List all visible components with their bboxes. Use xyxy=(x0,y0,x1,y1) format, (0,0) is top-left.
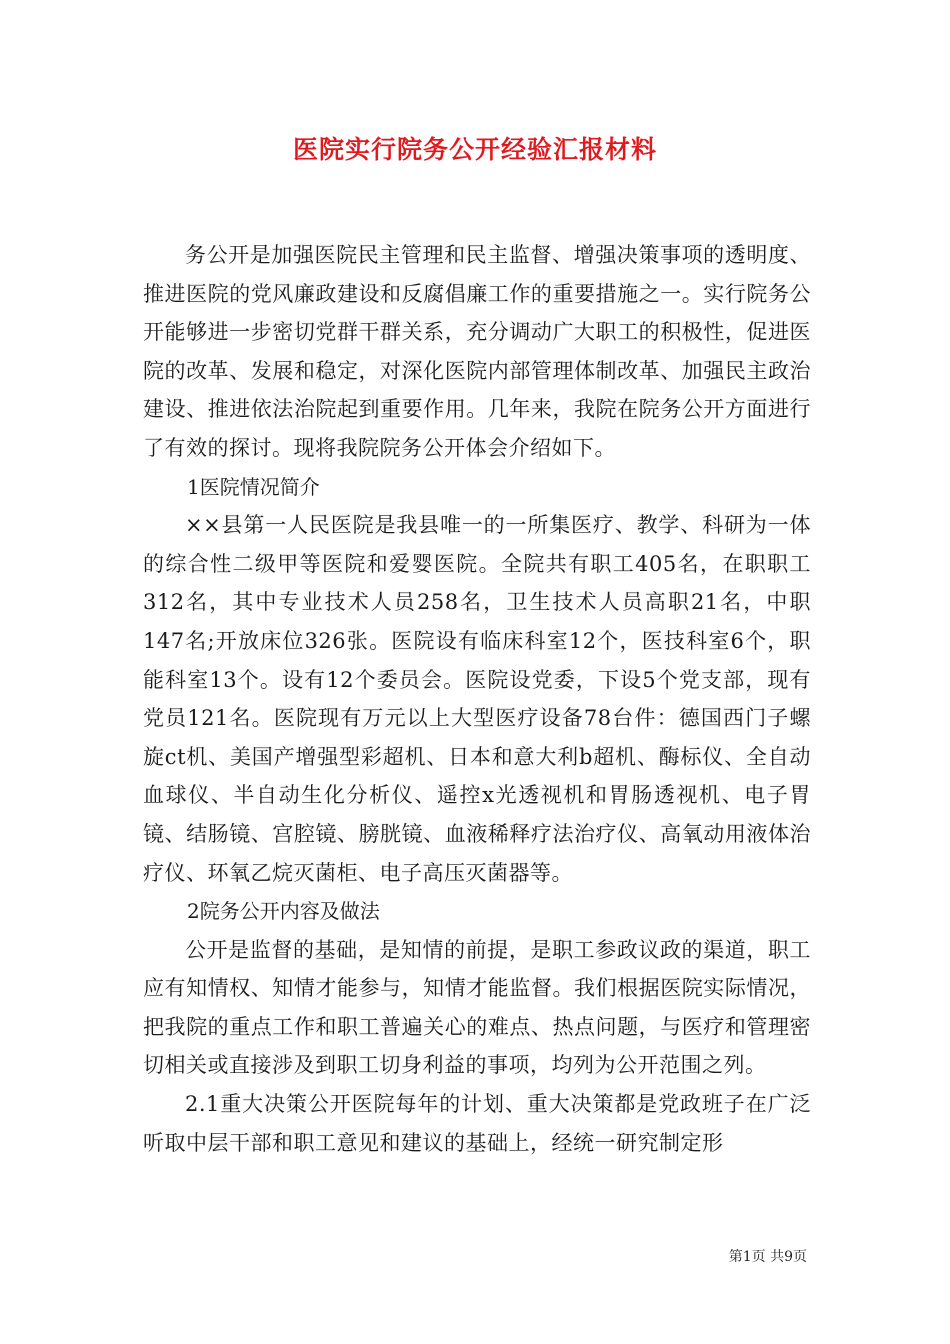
section-heading-1: 1医院情况简介 xyxy=(187,474,320,499)
paragraph-major-decisions: 2.1重大决策公开医院每年的计划、重大决策都是党政班子在广泛听取中层干部和职工意见和建议的基础上，经统一研究制定形 xyxy=(143,1092,811,1155)
section-heading-2: 2院务公开内容及做法 xyxy=(187,899,380,924)
document-body xyxy=(143,236,811,1162)
page-number: 第1页 共9页 xyxy=(728,1249,807,1265)
paragraph-disclosure-content: 公开是监督的基础，是知情的前提，是职工参政议政的渠道，职工应有知情权、知情才能参与，知情才能监督。我们根据医院实际情况，把我院的重点工作和职工普遍关心的难点、热点问题，与医疗和管理密切相关或直接涉及到职工切身利益的事项，均列为公开范围之列。 xyxy=(143,937,811,1078)
paragraph-hospital-overview: ××县第一人民医院是我县唯一的一所集医疗、教学、科研为一体的综合性二级甲等医院和爱婴医院。全院共有职工405名，在职职工312名，其中专业技术人员258名，卫生技术人员高职21名，中职147名;开放床位326张。医院设有临床科室12个，医技科室6个，职能科室13个。设有12个委员会。医院设党委，下设5个党支部，现有党员121名。医院现有万元以上大型医疗设备78台件：德国西门子螺旋ct机、美国产增强型彩超机、日本和意大利b超机、酶标仪、全自动血球仪、半自动生化分析仪、遥控x光透视机和胃肠透视机、电子胃镜、结肠镜、宫腔镜、膀胱镜、血液稀释疗法治疗仪、高氧动用液体治疗仪、环氧乙烷灭菌柜、电子高压灭菌器等。 xyxy=(143,513,811,885)
document-title: 医院实行院务公开经验汇报材料 xyxy=(292,135,657,164)
paragraph-intro: 务公开是加强医院民主管理和民主监督、增强决策事项的透明度、推进医院的党风廉政建设和反腐倡廉工作的重要措施之一。实行院务公开能够进一步密切党群干群关系，充分调动广大职工的积极性，促进医院的改革、发展和稳定，对深化医院内部管理体制改革、加强民主政治建设、推进依法治院起到重要作用。几年来，我院在院务公开方面进行了有效的探讨。现将我院院务公开体会介绍如下。 xyxy=(143,243,811,460)
